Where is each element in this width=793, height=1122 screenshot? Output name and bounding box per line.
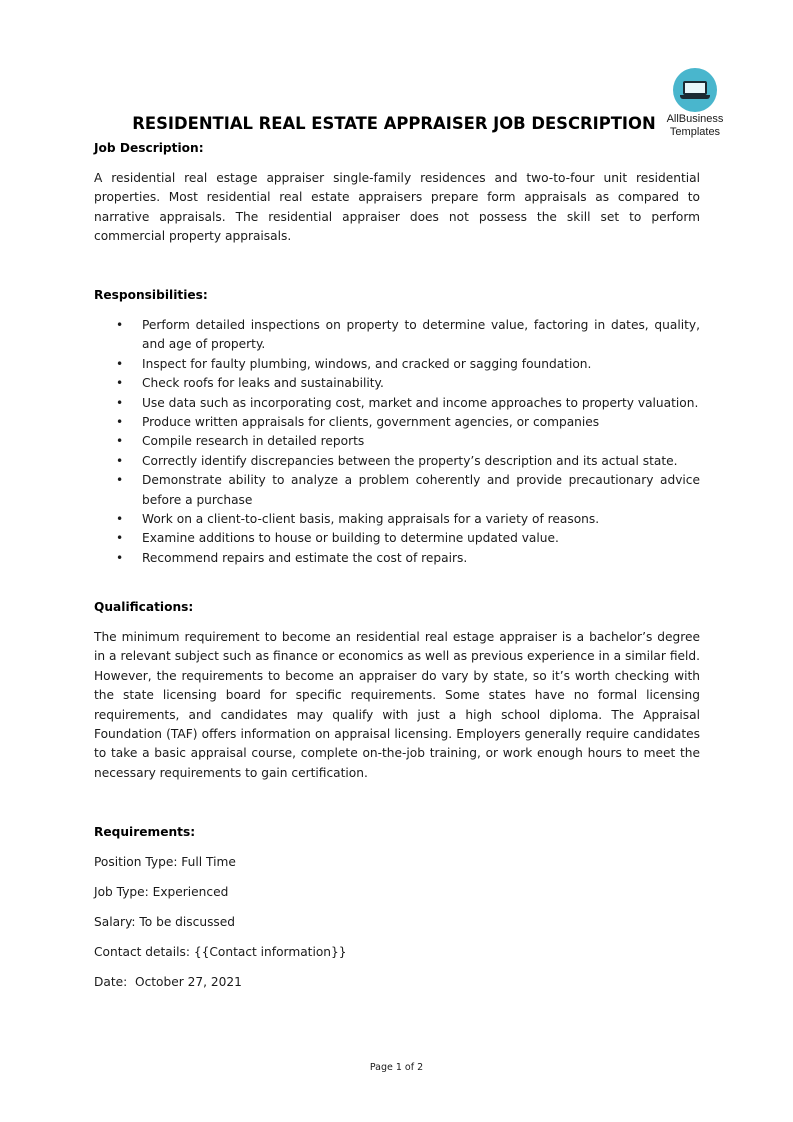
responsibilities-list xyxy=(116,316,700,568)
list-item: • Produce written appraisals for clients, government agencies, or companies xyxy=(116,413,700,432)
logo-text-line1: AllBusiness xyxy=(666,113,724,125)
list-item: • Inspect for faulty plumbing, windows, and cracked or sagging foundation. xyxy=(116,355,700,374)
list-item: • Correctly identify discrepancies between the property’s description and its actual state. xyxy=(116,452,700,471)
qualifications-heading: Qualifications: xyxy=(94,600,194,614)
contact-details: Contact details: {{Contact information}} xyxy=(94,945,347,959)
list-item: • Perform detailed inspections on property to determine value, factoring in dates, quality, and age of property. xyxy=(116,316,700,355)
document-title: RESIDENTIAL REAL ESTATE APPRAISER JOB DESCRIPTION xyxy=(132,114,656,133)
list-item: • Demonstrate ability to analyze a problem coherently and provide precautionary advice before a purchase xyxy=(116,471,700,510)
requirements-heading: Requirements: xyxy=(94,825,196,839)
list-item: • Examine additions to house or building to determine updated value. xyxy=(116,529,700,548)
logo-circle xyxy=(673,68,717,112)
job-type: Job Type: Experienced xyxy=(94,885,229,899)
qualifications-text: The minimum requirement to become an residential real estage appraiser is a bachelor’s degree in a relevant subject such as finance or economics as well as previous experience in a similar field. However, the requirements to become an appraiser do vary by state, so it’s worth checking with the state licensing board for specific requirements. Some states have no formal licensing requirements, and candidates may qualify with just a high school diploma. The Appraisal Foundation (TAF) offers information on appraisal licensing. Employers generally require candidates to take a basic appraisal course, complete on-the-job training, or work enough hours to meet the necessary requirements to gain certification. xyxy=(94,630,700,780)
position-type: Position Type: Full Time xyxy=(94,855,236,869)
salary: Salary: To be discussed xyxy=(94,915,236,929)
list-item: • Recommend repairs and estimate the cost of repairs. xyxy=(116,549,700,568)
responsibilities-heading: Responsibilities: xyxy=(94,288,208,302)
job-description-heading: Job Description: xyxy=(94,141,204,155)
job-description-text: A residential real estage appraiser single-family residences and two-to-four unit residential properties. Most residential real estate appraisers prepare form appraisals as compared to narrative appraisals. The residential appraiser does not possess the skill set to perform commercial property appraisals. xyxy=(94,171,700,244)
list-item: • Compile research in detailed reports xyxy=(116,432,700,451)
list-item: • Use data such as incorporating cost, market and income approaches to property valuation. xyxy=(116,394,700,413)
logo-text-line2: Templates xyxy=(669,126,721,138)
laptop-icon xyxy=(683,81,707,95)
page-number: Page 1 of 2 xyxy=(369,1062,424,1073)
date: Date: October 27, 2021 xyxy=(94,975,242,989)
list-item: • Work on a client-to-client basis, making appraisals for a variety of reasons. xyxy=(116,510,700,529)
laptop-base-icon xyxy=(680,95,710,99)
list-item: • Check roofs for leaks and sustainability. xyxy=(116,374,700,393)
